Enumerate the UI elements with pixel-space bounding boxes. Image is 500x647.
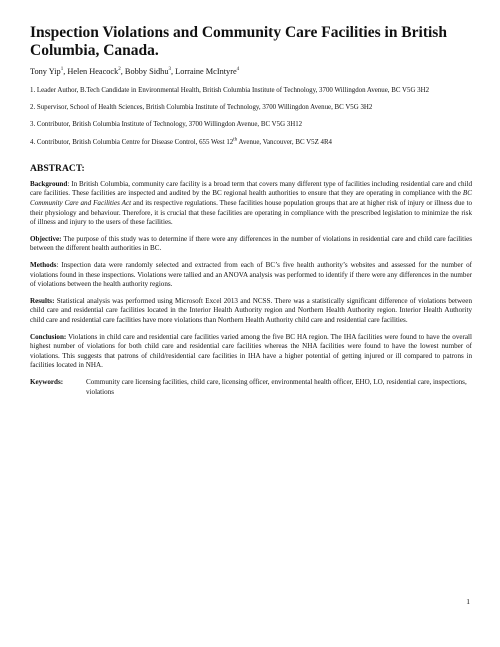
keywords: [30, 378, 472, 397]
paper-title: Inspection Violations and Community Care Facilities in British Columbia, Canada.: [30, 24, 447, 59]
abstract-results: Results: Statistical analysis was performed using Microsoft Excel 2013 and NCSS. There was a statistically significant difference of violations between child care and residential care facilities located in the Interior Health Authority region and Northern Health Authority region. Interior Health Authority child care and residential care facilities have more violations than Northern Health Authority child care and residential care facilities.: [30, 296, 472, 324]
keywords-label: Keywords:: [30, 377, 64, 386]
affiliation-2: 2. Supervisor, School of Health Sciences, British Columbia Institute of Technology, 3700 Willingdon Avenue, BC V5G 3H2: [30, 104, 373, 112]
results-label: Results:: [30, 296, 55, 305]
author: Helen Heacock$^2$,: [67, 67, 125, 76]
author: Tony Yip$^1$,: [30, 67, 68, 76]
abstract-heading: ABSTRACT:: [30, 162, 85, 174]
affiliation-4: 4. Contributor, British Columbia Centre for Disease Control, 655 West 12th Avenue, Vancouver, BC V5Z 4R4: [30, 137, 332, 146]
conclusion-label: Conclusion:: [30, 332, 67, 341]
paper-page: [30, 24, 472, 397]
abstract-conclusion: Conclusion: Violations in child care and residential care facilities varied among the five BC HA region. The IHA facilities were found to have the overall highest number of violations for both child care and residential care facilities whereas the NHA facilities were found to have the lowest number of violations. This suggests that patrons of child/residential care facilities in IHA have a higher potential of getting injured or ill compared to patrons in facilities located in NHA.: [30, 332, 472, 370]
abstract-background: Background: In British Columbia, community care facility is a broad term that covers many different type of facilities including residential care and child care facilities. These facilities are inspected and audited by the BC regional health authorities to ensure that they are operating in compliance with the BC Community Care and Facilities Act and its respective regulations. These facilities house population groups that are at higher risk of injury or illness due to their physiology and behaviour. Therefore, it is crucial that these facilities are operating in compliance with the prescribed legislation to minimize the risk of illness and injury to the users of these facilities.: [30, 179, 473, 227]
objective-label: Objective:: [30, 234, 62, 243]
affiliation-1: 1. Leader Author, B.Tech Candidate in Environmental Health, British Columbia Institute of Technology, 3700 Willingdon Avenue, BC V5G 3H2: [30, 87, 430, 94]
abstract-objective: Objective: The purpose of this study was to determine if there were any differences in the number of violations in residential care and child care facilities between the different health authorities in BC.: [30, 234, 472, 253]
background-label: Background: [30, 179, 68, 188]
page-number: 1: [466, 597, 470, 606]
affiliation-3: 3. Contributor, British Columbia Institute of Technology, 3700 Willingdon Avenue, BC V5G 3H12: [30, 121, 303, 129]
abstract-methods: Methods: Inspection data were randomly selected and extracted from each of BC’s five health authority’s websites and assessed for the number of violations found in these inspections. Violations were tallied and an ANOVA analysis was performed to identify if there were any differences in the number of violations between the health authority regions.: [30, 260, 472, 289]
author: Bobby Sidhu$^3$,: [124, 67, 176, 76]
author: Lorraine McIntyre$^4$: [175, 67, 240, 76]
author-list: [30, 66, 472, 77]
methods-label: Methods: [30, 260, 57, 269]
keywords-text: Community care licensing facilities, child care, licensing officer, environmental health officer, EHO, LO, residential care, inspections, violations: [86, 377, 467, 396]
